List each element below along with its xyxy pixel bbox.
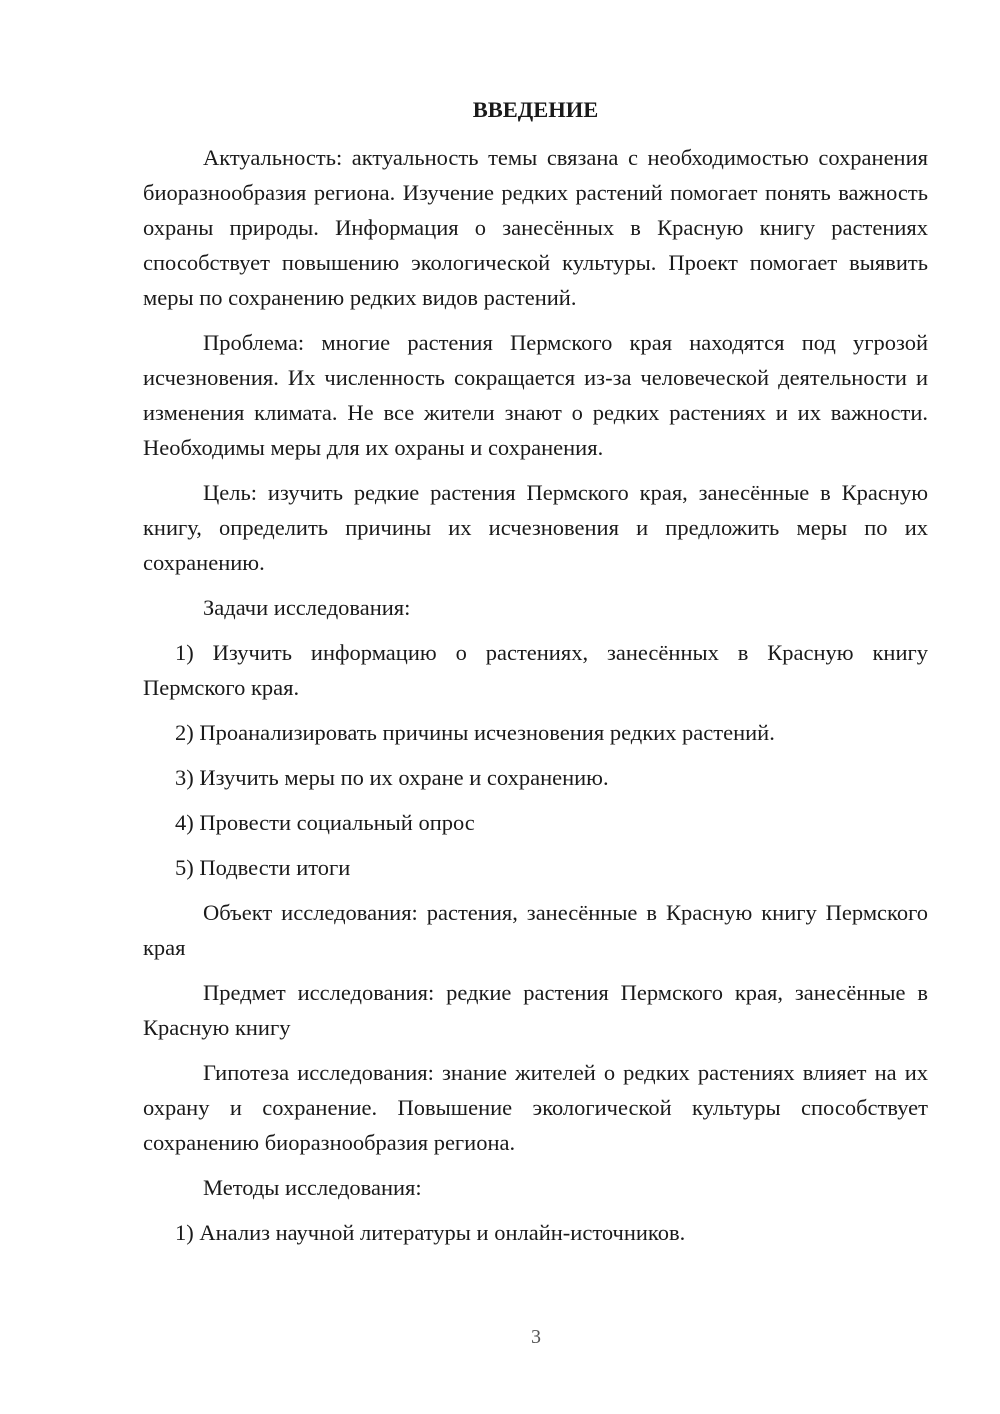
goal-paragraph: Цель: изучить редкие растения Пермского края, занесённые в Красную книгу, определить причины их исчезновения и предложить меры по их сохранению. [143,480,928,575]
task-item: 1) Изучить информацию о растениях, занесённых в Красную книгу Пермского края. [143,640,928,700]
task-item: 4) Провести социальный опрос [175,810,475,835]
relevance-paragraph: Актуальность: актуальность темы связана с необходимостью сохранения биоразнообразия региона. Изучение редких растений помогает понять важность охраны природы. Информация о занесённых в Красную книгу растениях способствует повышению экологической культуры. Проект помогает выявить меры по сохранению редких видов растений. [143,145,928,310]
tasks-heading: Задачи исследования: [203,595,411,620]
task-item: 5) Подвести итоги [175,855,351,880]
task-item: 3) Изучить меры по их охране и сохранению. [175,765,609,790]
problem-paragraph: Проблема: многие растения Пермского края находятся под угрозой исчезновения. Их численность сокращается из-за человеческой деятельности и изменения климата. Не все жители знают о редких растениях и их важности. Необходимы меры для их охраны и сохранения. [143,330,928,460]
document-title: ВВЕДЕНИЕ [472,97,599,122]
method-item: 1) Анализ научной литературы и онлайн-источников. [175,1220,686,1245]
page-number: 3 [531,1326,541,1348]
hypothesis-paragraph: Гипотеза исследования: знание жителей о редких растениях влияет на их охрану и сохранение. Повышение экологической культуры способствует сохранению биоразнообразия региона. [143,1060,928,1155]
methods-heading: Методы исследования: [203,1175,422,1200]
object-paragraph: Объект исследования: растения, занесённые в Красную книгу Пермского края [143,900,928,960]
document-page [143,92,928,1260]
subject-paragraph: Предмет исследования: редкие растения Пермского края, занесённые в Красную книгу [143,980,928,1040]
task-item: 2) Проанализировать причины исчезновения редких растений. [175,720,775,745]
